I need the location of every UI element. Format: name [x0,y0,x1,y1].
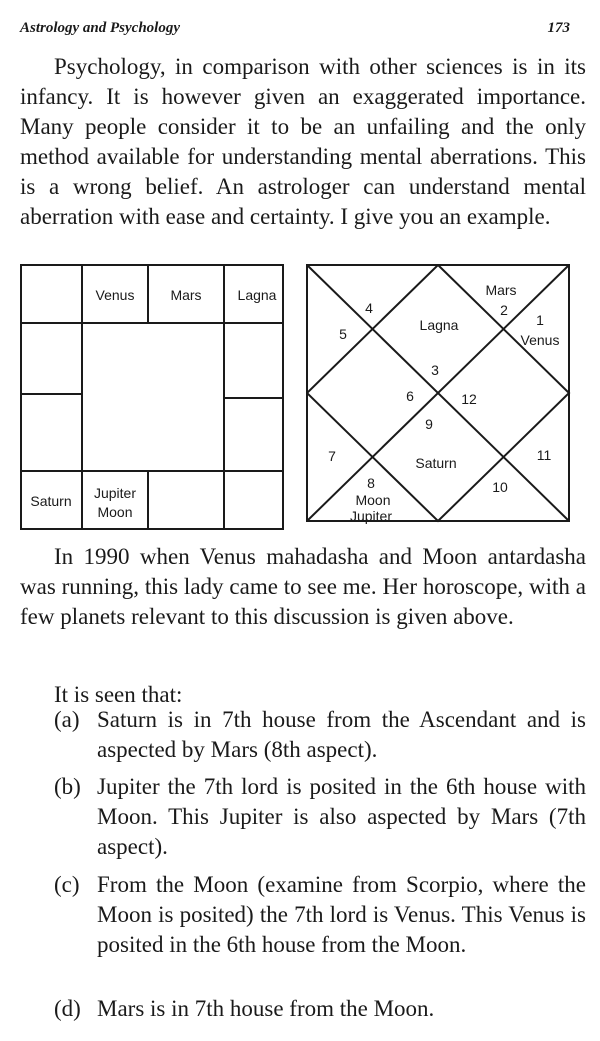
list-item [54,870,586,960]
north-indian-chart [306,264,572,530]
house-number: 12 [461,391,477,407]
north-venus: Venus [520,332,560,348]
north-moon: Moon [355,492,391,508]
list-intro: It is seen that: [54,682,183,707]
north-lagna: Lagna [419,317,459,333]
list-item [54,772,586,862]
house-number: 2 [500,302,508,318]
house-number: 1 [536,312,544,328]
south-saturn: Saturn [30,493,72,509]
south-lagna: Lagna [237,287,277,303]
list-item-text: Mars is in 7th house from the Moon. [97,996,435,1021]
south-mars: Mars [170,287,202,303]
house-number: 3 [431,362,439,378]
list-item-label: (b) [54,774,81,799]
running-title: Astrology and Psychology [20,20,180,36]
south-venus: Venus [95,287,135,303]
house-number: 11 [536,447,552,463]
house-number: 6 [406,388,414,404]
north-mars: Mars [485,282,517,298]
house-number: 4 [365,300,373,316]
south-jupiter: Jupiter [93,485,137,501]
list-item-label: (a) [54,707,80,732]
list-item [54,705,586,765]
list-item-label: (d) [54,996,81,1021]
page-number: 173 [547,20,570,36]
list-item-label: (c) [54,872,80,897]
list-item-text: Jupiter the 7th lord is posited in the 6th house with Moon. This Jupiter is also aspected by Mars (7th aspect). [97,774,586,859]
paragraph-case: In 1990 when Venus mahadasha and Moon antardasha was running, this lady came to see me. Her horoscope, with a few planets relevant to this discussion is given above. [20,544,586,629]
south-indian-chart [20,264,286,530]
house-number: 8 [367,475,375,491]
list-item-text: Saturn is in 7th house from the Ascendant and is aspected by Mars (8th aspect). [97,707,586,762]
list-item-text: From the Moon (examine from Scorpio, where the Moon is posited) the 7th lord is Venus. This Venus is posited in the 6th house from the Moon. [97,872,586,957]
south-moon: Moon [97,504,133,520]
house-number: 5 [339,326,347,342]
house-number: 10 [492,479,508,495]
north-jupiter: Jupiter [349,508,393,524]
house-number: 7 [328,448,336,464]
list-item [54,994,586,1024]
house-number: 9 [425,416,433,432]
paragraph-intro: Psychology, in comparison with other sciences is in its infancy. It is however given an exaggerated importance. Many people consider it to be an unfailing and the only method available for understanding mental aberrations. This is a wrong belief. An astrologer can understand mental aberration with ease and certainty. I give you an example. [20,54,586,229]
north-saturn: Saturn [415,455,457,471]
